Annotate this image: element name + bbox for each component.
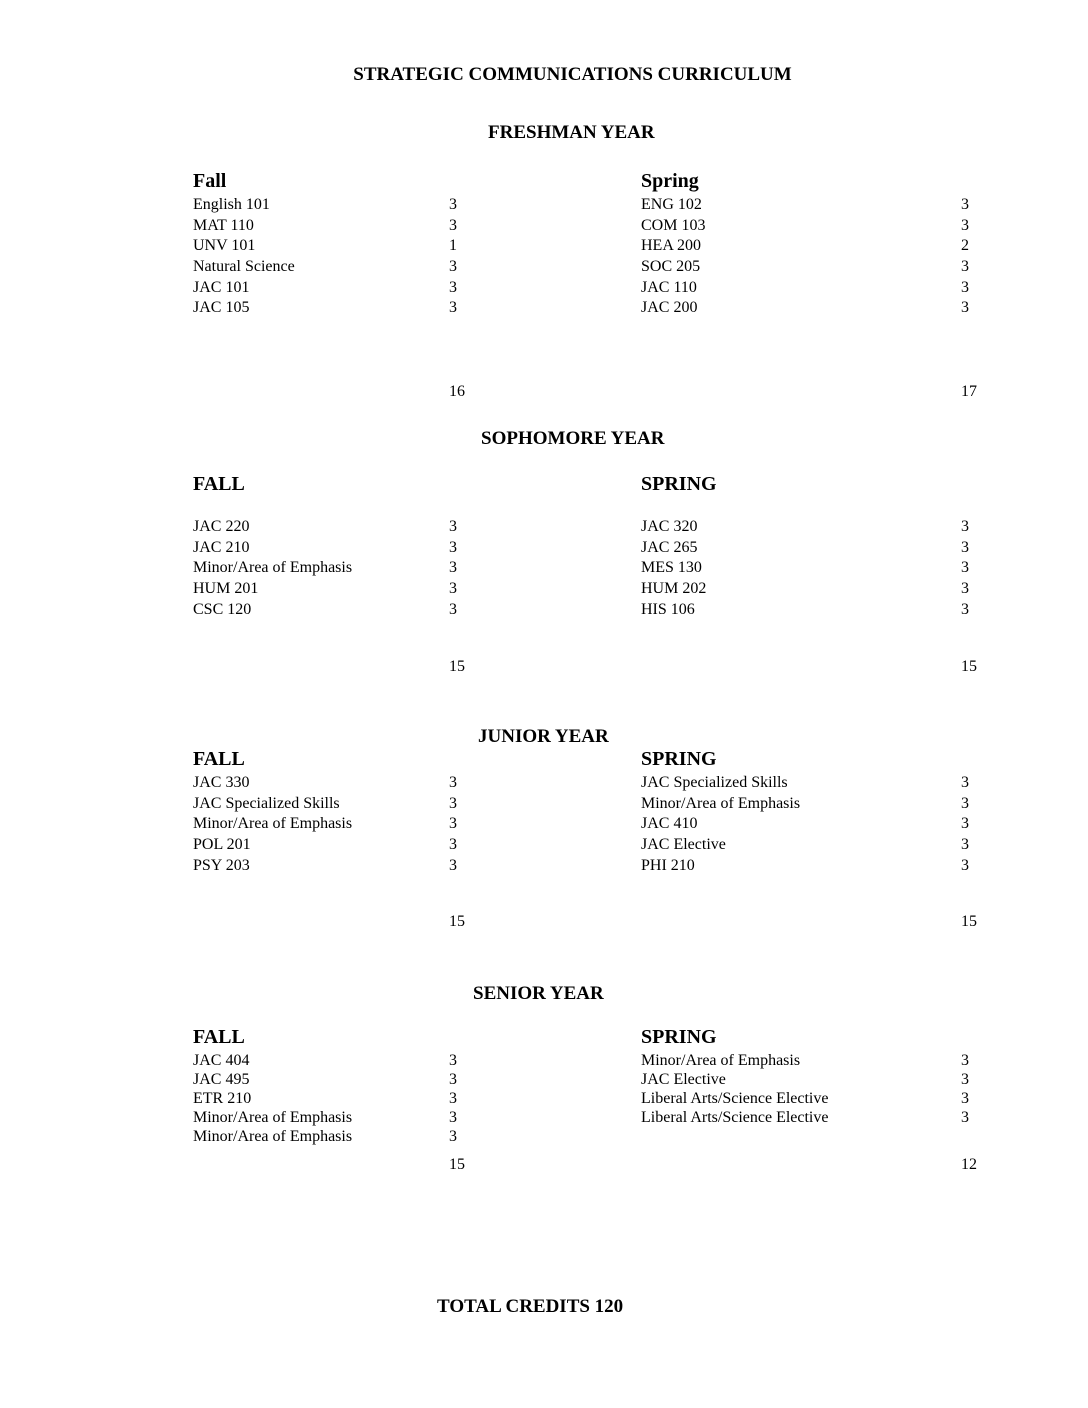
course-list-senior-spring [641,1051,981,1127]
course-credits: 1 [449,237,457,255]
course-row [641,814,981,835]
course-row [641,835,981,856]
course-row [193,814,473,835]
course-credits: 3 [961,1090,969,1107]
course-list-junior-fall [193,773,473,876]
course-name: POL 201 [193,836,251,854]
course-name: ETR 210 [193,1090,252,1107]
course-row [193,195,473,216]
course-credits: 3 [961,600,969,618]
course-name: PHI 210 [641,856,695,874]
course-name: JAC 404 [193,1052,250,1069]
course-name: JAC Specialized Skills [641,774,788,791]
course-list-freshman-spring [641,195,981,319]
term-total-senior-fall: 15 [449,1156,465,1173]
course-row [641,1051,981,1070]
course-row [641,856,981,877]
term-total-sophomore-spring: 15 [961,658,977,675]
course-row [193,1070,473,1089]
year-heading-freshman: FRESHMAN YEAR [488,122,655,143]
course-list-sophomore-spring [641,517,981,620]
course-credits: 3 [961,559,969,577]
course-name: JAC Elective [641,1071,726,1088]
course-credits: 3 [449,258,457,276]
course-row [193,773,473,794]
course-name: JAC 330 [193,774,250,791]
term-heading-sophomore-fall: FALL [193,473,245,495]
course-row [193,856,473,877]
course-credits: 3 [449,278,457,296]
course-credits: 2 [961,237,969,255]
course-name: UNV 101 [193,237,256,255]
course-row [193,1051,473,1070]
course-row [193,538,473,559]
course-credits: 3 [961,836,969,854]
term-total-freshman-fall: 16 [449,383,465,400]
course-name: Minor/Area of Emphasis [193,559,353,577]
course-credits: 3 [449,196,457,213]
course-row [193,579,473,600]
course-row [193,278,473,299]
course-row [641,517,981,538]
course-name: JAC 105 [193,299,250,317]
course-credits: 3 [449,580,457,598]
course-credits: 3 [449,774,457,791]
course-name: CSC 120 [193,600,252,618]
course-row [193,216,473,237]
course-name: JAC 210 [193,538,250,556]
course-list-sophomore-fall [193,517,473,620]
course-name: Minor/Area of Emphasis [641,1052,801,1069]
term-heading-junior-spring: SPRING [641,748,717,770]
term-heading-sophomore-spring: SPRING [641,473,717,495]
course-name: Minor/Area of Emphasis [193,815,353,833]
course-row [193,558,473,579]
course-credits: 3 [449,1071,457,1088]
course-name: JAC Elective [641,836,726,854]
course-name: Minor/Area of Emphasis [193,1109,353,1126]
course-name: HEA 200 [641,237,701,255]
term-heading-senior-spring: SPRING [641,1026,717,1048]
course-credits: 3 [449,216,457,234]
term-heading-junior-fall: FALL [193,748,245,770]
course-credits: 3 [961,1052,969,1069]
course-credits: 3 [449,1090,457,1107]
course-name: Minor/Area of Emphasis [193,1128,353,1145]
course-name: JAC Specialized Skills [193,794,340,812]
course-credits: 3 [961,299,969,317]
course-row [193,1089,473,1108]
course-credits: 3 [961,278,969,296]
course-credits: 3 [449,856,457,874]
course-row [641,1089,981,1108]
course-row [193,517,473,538]
term-total-senior-spring: 12 [961,1156,977,1173]
course-name: MES 130 [641,559,702,577]
course-credits: 3 [961,774,969,791]
course-list-freshman-fall [193,195,473,319]
course-credits: 3 [961,216,969,234]
course-name: Minor/Area of Emphasis [641,794,801,812]
course-credits: 3 [961,815,969,833]
course-credits: 3 [961,518,969,535]
course-credits: 3 [961,538,969,556]
course-row [641,538,981,559]
course-list-senior-fall [193,1051,473,1146]
course-credits: 3 [449,559,457,577]
term-heading-freshman-spring: Spring [641,170,699,192]
course-row [193,298,473,319]
course-row [641,298,981,319]
course-name: JAC 101 [193,278,250,296]
course-name: Liberal Arts/Science Elective [641,1109,829,1126]
course-name: SOC 205 [641,258,701,276]
year-heading-junior: JUNIOR YEAR [478,726,609,747]
course-name: JAC 320 [641,518,698,535]
course-credits: 3 [961,258,969,276]
course-credits: 3 [961,1109,969,1126]
term-total-junior-fall: 15 [449,913,465,930]
course-name: JAC 265 [641,538,698,556]
course-row [641,794,981,815]
term-total-freshman-spring: 17 [961,383,977,400]
course-credits: 3 [449,538,457,556]
course-row [193,835,473,856]
course-name: JAC 110 [641,278,697,296]
course-row [641,773,981,794]
course-name: HIS 106 [641,600,695,618]
course-credits: 3 [449,1109,457,1126]
term-total-junior-spring: 15 [961,913,977,930]
course-row [193,794,473,815]
term-heading-senior-fall: FALL [193,1026,245,1048]
course-row [641,579,981,600]
course-row [641,257,981,278]
course-credits: 3 [961,856,969,874]
course-name: COM 103 [641,216,706,234]
page-title: STRATEGIC COMMUNICATIONS CURRICULUM [353,64,792,85]
course-name: JAC 410 [641,815,698,833]
course-name: Natural Science [193,258,295,276]
course-name: English 101 [193,196,270,213]
course-credits: 3 [961,580,969,598]
year-heading-sophomore: SOPHOMORE YEAR [481,428,665,449]
course-name: JAC 200 [641,299,698,317]
course-name: JAC 495 [193,1071,250,1088]
course-name: MAT 110 [193,216,254,234]
course-name: PSY 203 [193,856,250,874]
course-row [641,216,981,237]
course-credits: 3 [449,1052,457,1069]
course-name: Liberal Arts/Science Elective [641,1090,829,1107]
course-credits: 3 [961,196,969,213]
course-row [193,600,473,621]
course-row [193,1108,473,1127]
course-row [193,257,473,278]
course-credits: 3 [961,794,969,812]
course-credits: 3 [449,1128,457,1145]
course-row [641,1108,981,1127]
course-credits: 3 [449,794,457,812]
course-credits: 3 [961,1071,969,1088]
course-credits: 3 [449,815,457,833]
course-row [193,1127,473,1146]
course-credits: 3 [449,600,457,618]
term-heading-freshman-fall: Fall [193,170,227,192]
course-name: ENG 102 [641,196,702,213]
course-list-junior-spring [641,773,981,876]
course-name: HUM 201 [193,580,259,598]
term-total-sophomore-fall: 15 [449,658,465,675]
course-row [641,600,981,621]
year-heading-senior: SENIOR YEAR [473,983,604,1004]
course-row [641,236,981,257]
course-credits: 3 [449,299,457,317]
course-name: HUM 202 [641,580,707,598]
course-credits: 3 [449,836,457,854]
course-row [193,236,473,257]
course-row [641,1070,981,1089]
course-row [641,558,981,579]
course-row [641,278,981,299]
course-name: JAC 220 [193,518,250,535]
course-row [641,195,981,216]
course-credits: 3 [449,518,457,535]
total-credits: TOTAL CREDITS 120 [437,1296,624,1317]
